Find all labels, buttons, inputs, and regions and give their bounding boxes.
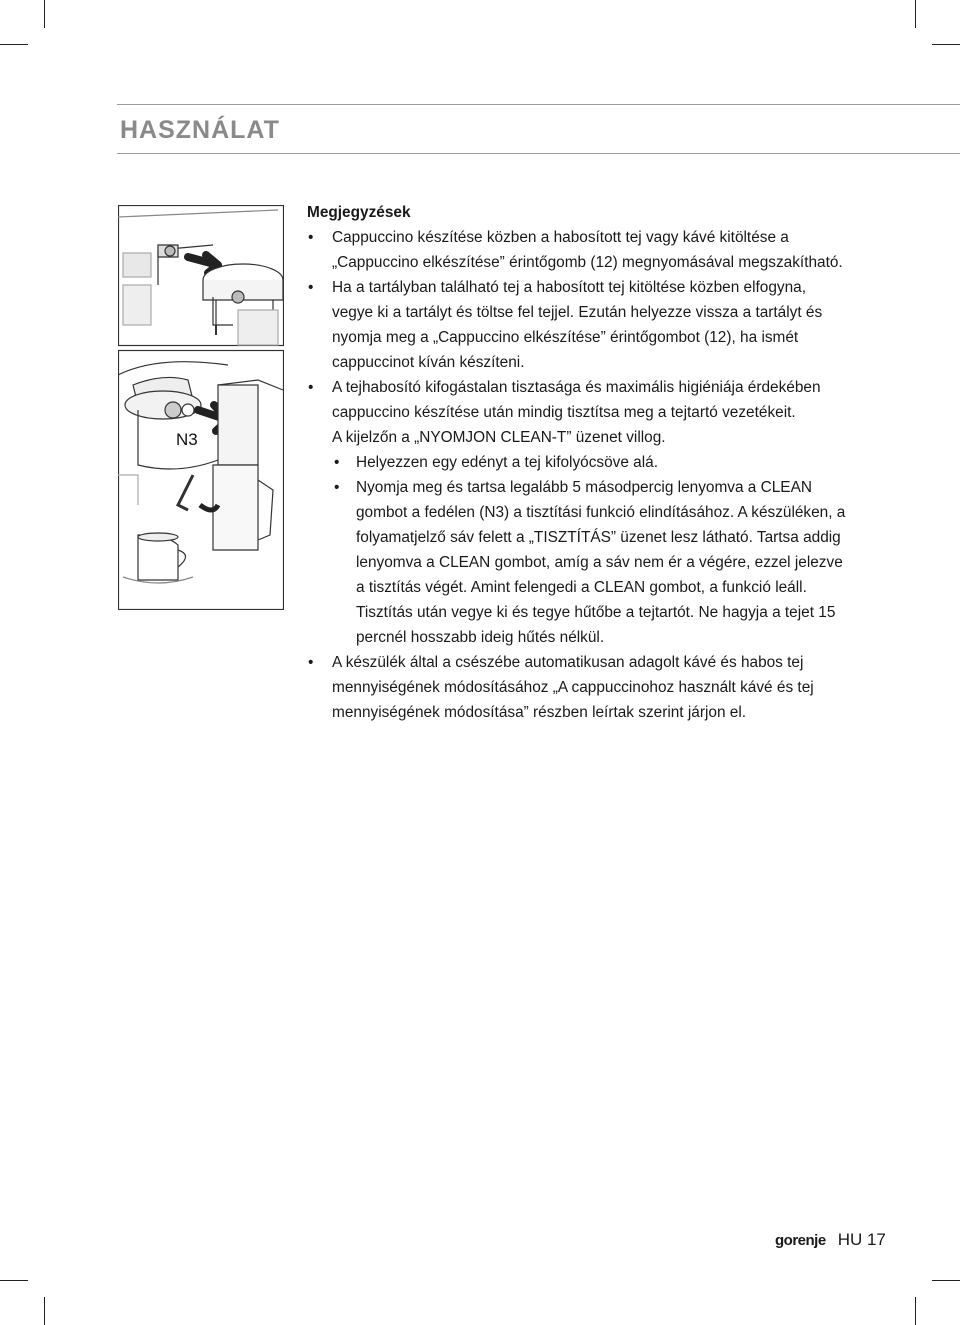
crop-mark: [0, 1280, 28, 1281]
crop-mark: [0, 44, 28, 45]
note-item: • Ha a tartályban található tej a habosított tej kitöltése közben elfogyna, vegye ki a tartályt és töltse fel tejjel. Ezután helyezze vissza a tartályt és nyomja meg a „Cappuccino elkészítése” érintőgombot (12), ha ismét cappuccinot kíván készíteni.: [307, 275, 847, 375]
coffee-machine-illustration: [118, 205, 284, 610]
note-item: • Cappuccino készítése közben a habosított tej vagy kávé kitöltése a „Cappuccino elkészítése” érintőgomb (12) megnyomásával megszakítható.: [307, 225, 847, 275]
crop-mark: [915, 0, 916, 28]
header-rule-top: [117, 104, 960, 105]
page-title: HASZNÁLAT: [120, 116, 280, 144]
page-footer: [775, 1230, 886, 1250]
notes-heading: Megjegyzések: [307, 204, 411, 221]
figure-callout: N3: [176, 430, 198, 449]
clean-button-illustration: [118, 351, 284, 610]
notes-list: [307, 225, 847, 725]
header-rule-bottom: [117, 153, 960, 154]
crop-mark: [44, 1297, 45, 1325]
page-number: HU 17: [837, 1230, 886, 1249]
note-item: [307, 375, 847, 650]
crop-mark: [932, 1280, 960, 1281]
crop-mark: [915, 1297, 916, 1325]
notes-section: [307, 200, 847, 725]
milk-container-insert-illustration: [118, 206, 284, 346]
cleaning-steps-list: [332, 450, 847, 650]
cleaning-step: • Helyezzen egy edényt a tej kifolyócsöve alá.: [332, 450, 847, 475]
display-message: A kijelzőn a „NYOMJON CLEAN-T” üzenet villog.: [332, 429, 666, 446]
crop-mark: [932, 44, 960, 45]
note-item-text: • A tejhabosító kifogástalan tisztasága és maximális higiéniája érdekében cappuccino készítése után mindig tisztítsa meg a tejtartó vezetékeit.: [332, 379, 821, 421]
crop-mark: [44, 0, 45, 28]
note-item: • A készülék által a csészébe automatikusan adagolt kávé és habos tej mennyiségének módosításához „A cappuccinohoz használt kávé és tej mennyiségének módosítása” részben leírtak szerint járjon el.: [307, 650, 847, 725]
brand-logo: gorenje: [775, 1232, 826, 1249]
cleaning-step: • Nyomja meg és tartsa legalább 5 másodpercig lenyomva a CLEAN gombot a fedélen (N3) a tisztítási funkció elindításához. A készüléken, a folyamatjelző sáv felett a „TISZTÍTÁS” üzenet lesz látható. Tartsa addig lenyomva a CLEAN gombot, amíg a sáv nem ér a végére, ezzel jelezve a tisztítás végét. Amint felengedi a CLEAN gombot, a funkció leáll. Tisztítás után vegye ki és tegye hűtőbe a tejtartót. Ne hagyja a tejet 15 percnél hosszabb ideig hűtés nélkül.: [332, 475, 847, 650]
